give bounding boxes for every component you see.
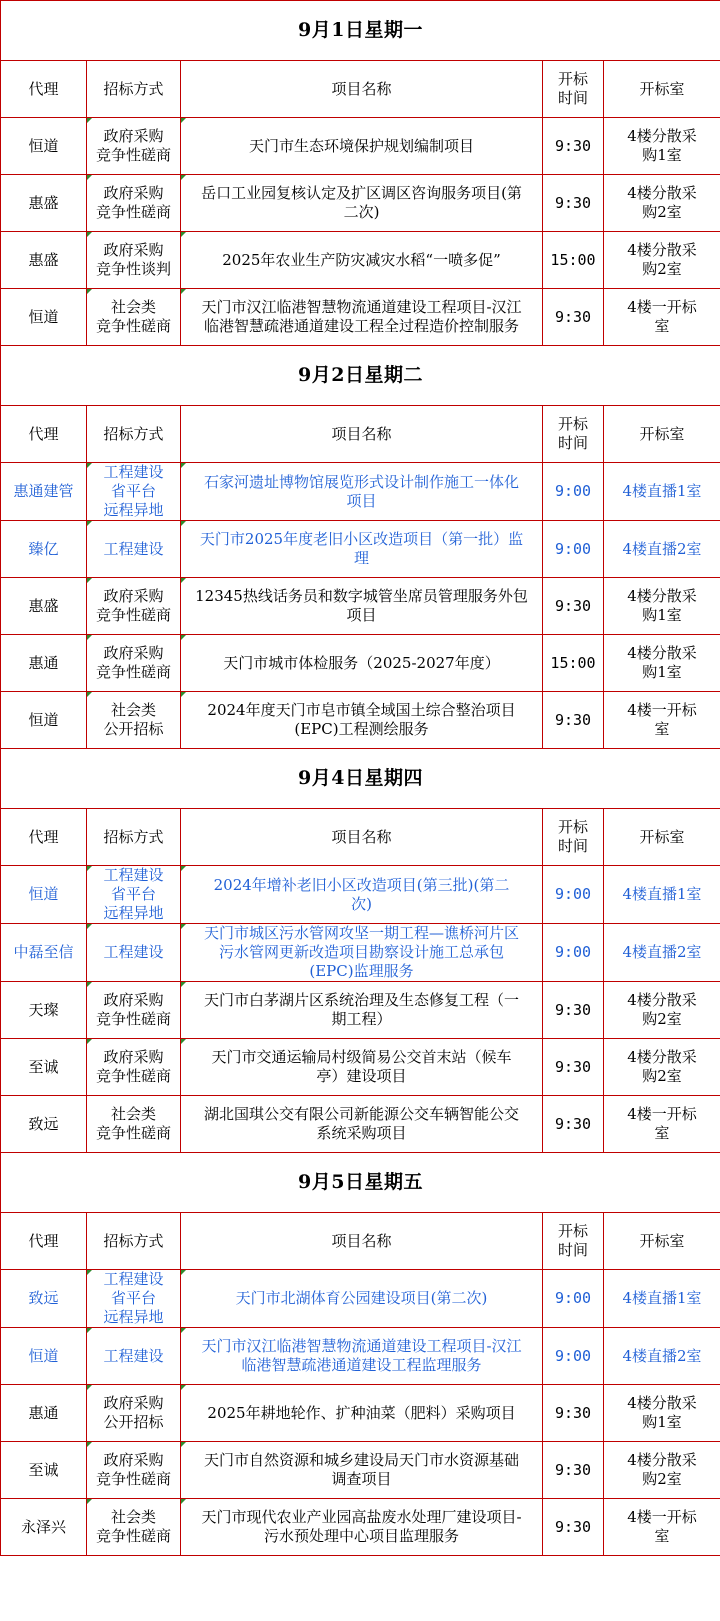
project-text: 岳口工业园复核认定及扩区调区咨询服务项目(第 二次) (201, 184, 522, 221)
column-header-row (1, 406, 720, 463)
day-heading-row (1, 749, 720, 809)
time-text: 15:00 (550, 653, 596, 672)
method-text: 工程建设 (103, 1346, 164, 1365)
cell-method (87, 463, 181, 521)
comment-marker-icon (87, 1328, 92, 1333)
agent-text: 臻亿 (28, 539, 59, 558)
room-text: 4楼分散采 购1室 (627, 587, 697, 624)
project-text: 天门市汉江临港智慧物流通道建设工程项目-汉江 临港智慧疏港通道建设工程全过程造价控制服务 (201, 298, 522, 335)
method-text: 社会类 竞争性磋商 (95, 298, 171, 335)
comment-marker-icon (181, 866, 186, 871)
room-text: 4楼一开标 室 (627, 1508, 697, 1545)
cell-method (87, 692, 181, 749)
time-text: 9:30 (554, 596, 592, 615)
comment-marker-icon (87, 521, 92, 526)
cell-agent (1, 232, 87, 289)
comment-marker-icon (181, 1328, 186, 1333)
agent-text: 惠盛 (28, 193, 59, 212)
project-text: 12345热线话务员和数字城管坐席员管理服务外包 项目 (195, 587, 528, 624)
cell-room (604, 924, 720, 982)
cell-agent (1, 1096, 87, 1153)
table-row (1, 463, 720, 521)
agent-text: 中磊至信 (13, 943, 74, 961)
schedule-body (1, 1, 720, 1556)
cell-method (87, 866, 181, 924)
header-method: 招标方式 (87, 809, 181, 866)
cell-method (87, 289, 181, 346)
agent-text: 恒道 (28, 307, 59, 326)
header-agent: 代理 (1, 406, 87, 463)
cell-method (87, 1385, 181, 1442)
method-text: 工程建设 省平台 远程异地 (103, 463, 164, 519)
cell-time (543, 578, 604, 635)
table-row (1, 1385, 720, 1442)
day-title: 9月2日星期二 (1, 346, 720, 406)
comment-marker-icon (87, 175, 92, 180)
cell-time (543, 982, 604, 1039)
project-text: 2025年耕地轮作、扩种油菜（肥料）采购项目 (207, 1403, 516, 1422)
comment-marker-icon (87, 1499, 92, 1504)
cell-agent (1, 289, 87, 346)
table-row (1, 521, 720, 578)
cell-method (87, 521, 181, 578)
header-room: 开标室 (604, 809, 720, 866)
project-text: 石家河遗址博物馆展览形式设计制作施工一体化 项目 (203, 472, 519, 510)
method-text: 工程建设 (103, 943, 164, 961)
method-text: 政府采购 竞争性磋商 (95, 587, 171, 624)
comment-marker-icon (181, 635, 186, 640)
cell-time (543, 635, 604, 692)
method-text: 社会类 竞争性磋商 (95, 1508, 171, 1545)
cell-room (604, 692, 720, 749)
column-header-row (1, 1213, 720, 1270)
cell-project (181, 521, 543, 578)
room-text: 4楼一开标 室 (627, 701, 697, 738)
method-text: 社会类 公开招标 (103, 701, 164, 738)
cell-project (181, 692, 543, 749)
room-text: 4楼分散采 购1室 (627, 127, 697, 164)
room-text: 4楼直播1室 (622, 482, 702, 500)
cell-method (87, 1328, 181, 1385)
cell-room (604, 175, 720, 232)
cell-room (604, 289, 720, 346)
table-row (1, 289, 720, 346)
cell-method (87, 635, 181, 692)
time-text: 9:30 (554, 193, 592, 212)
cell-time (543, 175, 604, 232)
room-text: 4楼直播1室 (622, 885, 702, 903)
comment-marker-icon (87, 866, 92, 871)
agent-text: 惠通建管 (13, 482, 74, 500)
cell-room (604, 635, 720, 692)
cell-project (181, 1039, 543, 1096)
cell-room (604, 982, 720, 1039)
table-row (1, 1096, 720, 1153)
method-text: 政府采购 公开招标 (103, 1394, 164, 1431)
room-text: 4楼分散采 购2室 (627, 991, 697, 1028)
agent-text: 惠通 (28, 1403, 59, 1422)
table-row (1, 1328, 720, 1385)
method-text: 政府采购 竞争性谈判 (95, 241, 171, 278)
table-row (1, 924, 720, 982)
cell-project (181, 1096, 543, 1153)
comment-marker-icon (181, 1442, 186, 1447)
comment-marker-icon (87, 1385, 92, 1390)
comment-marker-icon (181, 1039, 186, 1044)
time-text: 9:30 (554, 136, 592, 155)
cell-room (604, 118, 720, 175)
method-text: 工程建设 省平台 远程异地 (103, 866, 164, 922)
cell-time (543, 1328, 604, 1385)
header-agent: 代理 (1, 61, 87, 118)
table-row (1, 578, 720, 635)
room-text: 4楼直播2室 (622, 943, 702, 961)
project-text: 天门市2025年度老旧小区改造项目（第一批）监 理 (199, 530, 524, 567)
cell-project (181, 1270, 543, 1328)
header-method: 招标方式 (87, 61, 181, 118)
room-text: 4楼分散采 购1室 (627, 1394, 697, 1431)
method-text: 政府采购 竞争性磋商 (95, 184, 171, 221)
cell-agent (1, 692, 87, 749)
time-text: 9:00 (554, 885, 592, 903)
agent-text: 永泽兴 (20, 1517, 66, 1536)
comment-marker-icon (181, 232, 186, 237)
header-time: 开标 时间 (543, 809, 604, 866)
comment-marker-icon (181, 1385, 186, 1390)
cell-project (181, 118, 543, 175)
cell-agent (1, 118, 87, 175)
cell-method (87, 924, 181, 982)
table-row (1, 118, 720, 175)
cell-method (87, 1096, 181, 1153)
cell-time (543, 118, 604, 175)
comment-marker-icon (87, 692, 92, 697)
cell-project (181, 232, 543, 289)
comment-marker-icon (87, 1442, 92, 1447)
cell-project (181, 982, 543, 1039)
comment-marker-icon (87, 463, 92, 468)
header-time: 开标 时间 (543, 61, 604, 118)
agent-text: 恒道 (28, 885, 59, 903)
cell-project (181, 866, 543, 924)
header-method: 招标方式 (87, 1213, 181, 1270)
room-text: 4楼分散采 购2室 (627, 1451, 697, 1488)
project-text: 天门市交通运输局村级简易公交首末站（候车 亭）建设项目 (211, 1048, 512, 1085)
comment-marker-icon (181, 1499, 186, 1504)
table-row (1, 1039, 720, 1096)
cell-agent (1, 1499, 87, 1556)
cell-agent (1, 175, 87, 232)
room-text: 4楼分散采 购1室 (627, 644, 697, 681)
cell-time (543, 1385, 604, 1442)
column-header-row (1, 61, 720, 118)
room-text: 4楼分散采 购2室 (627, 184, 697, 221)
day-title: 9月1日星期一 (1, 1, 720, 61)
table-row (1, 175, 720, 232)
cell-project (181, 1499, 543, 1556)
method-text: 政府采购 竞争性磋商 (95, 1451, 171, 1488)
comment-marker-icon (87, 982, 92, 987)
cell-method (87, 1039, 181, 1096)
cell-time (543, 1096, 604, 1153)
time-text: 9:30 (554, 1460, 592, 1479)
table-row (1, 1442, 720, 1499)
cell-agent (1, 578, 87, 635)
project-text: 天门市城市体检服务（2025-2027年度） (223, 653, 500, 672)
cell-agent (1, 924, 87, 982)
cell-room (604, 1328, 720, 1385)
agent-text: 恒道 (28, 136, 59, 155)
comment-marker-icon (87, 635, 92, 640)
agent-text: 惠盛 (28, 250, 59, 269)
cell-method (87, 118, 181, 175)
comment-marker-icon (181, 1270, 186, 1275)
room-text: 4楼一开标 室 (627, 298, 697, 335)
project-text: 天门市白茅湖片区系统治理及生态修复工程（一 期工程） (203, 991, 519, 1028)
agent-text: 恒道 (28, 1346, 59, 1365)
time-text: 9:00 (554, 539, 592, 558)
cell-room (604, 578, 720, 635)
project-text: 天门市自然资源和城乡建设局天门市水资源基础 调查项目 (203, 1451, 519, 1488)
cell-room (604, 1039, 720, 1096)
method-text: 政府采购 竞争性磋商 (95, 991, 171, 1028)
cell-room (604, 521, 720, 578)
cell-agent (1, 1039, 87, 1096)
comment-marker-icon (181, 692, 186, 697)
time-text: 9:30 (554, 307, 592, 326)
time-text: 15:00 (550, 250, 596, 269)
room-text: 4楼分散采 购2室 (627, 1048, 697, 1085)
agent-text: 惠盛 (28, 596, 59, 615)
project-text: 天门市汉江临港智慧物流通道建设工程项目-汉江 临港智慧疏港通道建设工程监理服务 (201, 1337, 522, 1374)
agent-text: 致远 (28, 1289, 59, 1307)
cell-time (543, 1442, 604, 1499)
time-text: 9:00 (554, 482, 592, 500)
cell-time (543, 289, 604, 346)
table-row (1, 1499, 720, 1556)
cell-method (87, 1442, 181, 1499)
comment-marker-icon (87, 289, 92, 294)
cell-project (181, 1328, 543, 1385)
cell-project (181, 289, 543, 346)
table-row (1, 692, 720, 749)
project-text: 天门市北湖体育公园建设项目(第二次) (235, 1289, 488, 1307)
room-text: 4楼直播1室 (622, 1289, 702, 1307)
column-header-row (1, 809, 720, 866)
cell-room (604, 463, 720, 521)
cell-agent (1, 1442, 87, 1499)
comment-marker-icon (181, 118, 186, 123)
cell-project (181, 463, 543, 521)
cell-time (543, 232, 604, 289)
time-text: 9:30 (554, 1057, 592, 1076)
header-project: 项目名称 (181, 809, 543, 866)
method-text: 政府采购 竞争性磋商 (95, 644, 171, 681)
day-heading-row (1, 1, 720, 61)
project-text: 天门市生态环境保护规划编制项目 (248, 136, 474, 155)
time-text: 9:00 (554, 943, 592, 961)
cell-method (87, 1499, 181, 1556)
table-row (1, 1270, 720, 1328)
day-title: 9月4日星期四 (1, 749, 720, 809)
cell-room (604, 1096, 720, 1153)
day-title: 9月5日星期五 (1, 1153, 720, 1213)
header-time: 开标 时间 (543, 406, 604, 463)
comment-marker-icon (87, 232, 92, 237)
room-text: 4楼一开标 室 (627, 1105, 697, 1142)
cell-time (543, 1270, 604, 1328)
comment-marker-icon (87, 1039, 92, 1044)
cell-method (87, 175, 181, 232)
project-text: 天门市城区污水管网攻坚一期工程—谯桥河片区 污水管网更新改造项目勘察设计施工总承包 (EPC)监理服务 (203, 924, 519, 980)
header-room: 开标室 (604, 1213, 720, 1270)
day-heading-row (1, 1153, 720, 1213)
cell-time (543, 924, 604, 982)
comment-marker-icon (181, 175, 186, 180)
comment-marker-icon (181, 578, 186, 583)
cell-room (604, 1385, 720, 1442)
agent-text: 惠通 (28, 653, 59, 672)
cell-agent (1, 1385, 87, 1442)
cell-method (87, 578, 181, 635)
time-text: 9:30 (554, 1114, 592, 1133)
cell-time (543, 1039, 604, 1096)
comment-marker-icon (87, 118, 92, 123)
header-agent: 代理 (1, 809, 87, 866)
time-text: 9:00 (554, 1346, 592, 1365)
agent-text: 恒道 (28, 710, 59, 729)
cell-room (604, 866, 720, 924)
method-text: 社会类 竞争性磋商 (95, 1105, 171, 1142)
comment-marker-icon (181, 463, 186, 468)
cell-agent (1, 521, 87, 578)
room-text: 4楼直播2室 (622, 539, 702, 558)
cell-time (543, 866, 604, 924)
comment-marker-icon (181, 982, 186, 987)
time-text: 9:30 (554, 1517, 592, 1536)
time-text: 9:30 (554, 710, 592, 729)
cell-agent (1, 635, 87, 692)
header-project: 项目名称 (181, 61, 543, 118)
method-text: 工程建设 (103, 539, 164, 558)
project-text: 天门市现代农业产业园高盐废水处理厂建设项目- 污水预处理中心项目监理服务 (201, 1508, 522, 1545)
agent-text: 致远 (28, 1114, 59, 1133)
cell-room (604, 232, 720, 289)
table-row (1, 982, 720, 1039)
comment-marker-icon (181, 289, 186, 294)
method-text: 工程建设 省平台 远程异地 (103, 1270, 164, 1326)
header-time: 开标 时间 (543, 1213, 604, 1270)
cell-room (604, 1499, 720, 1556)
cell-time (543, 1499, 604, 1556)
comment-marker-icon (181, 521, 186, 526)
header-room: 开标室 (604, 406, 720, 463)
cell-room (604, 1442, 720, 1499)
project-text: 2025年农业生产防灾减灾水稻“一喷多促” (222, 250, 501, 269)
header-project: 项目名称 (181, 1213, 543, 1270)
day-heading-row (1, 346, 720, 406)
room-text: 4楼分散采 购2室 (627, 241, 697, 278)
table-row (1, 232, 720, 289)
cell-project (181, 924, 543, 982)
cell-time (543, 692, 604, 749)
comment-marker-icon (87, 1270, 92, 1275)
cell-agent (1, 463, 87, 521)
method-text: 政府采购 竞争性磋商 (95, 1048, 171, 1085)
cell-project (181, 175, 543, 232)
room-text: 4楼直播2室 (622, 1346, 702, 1365)
cell-time (543, 521, 604, 578)
header-method: 招标方式 (87, 406, 181, 463)
cell-project (181, 1385, 543, 1442)
time-text: 9:00 (554, 1289, 592, 1307)
agent-text: 天璨 (28, 1000, 59, 1019)
table-row (1, 866, 720, 924)
cell-project (181, 635, 543, 692)
cell-project (181, 578, 543, 635)
cell-room (604, 1270, 720, 1328)
table-row (1, 635, 720, 692)
cell-method (87, 1270, 181, 1328)
cell-agent (1, 982, 87, 1039)
header-project: 项目名称 (181, 406, 543, 463)
cell-time (543, 463, 604, 521)
cell-agent (1, 1328, 87, 1385)
time-text: 9:30 (554, 1403, 592, 1422)
project-text: 2024年度天门市皂市镇全域国土综合整治项目 (EPC)工程测绘服务 (207, 701, 516, 738)
comment-marker-icon (87, 578, 92, 583)
project-text: 湖北国琪公交有限公司新能源公交车辆智能公交 系统采购项目 (203, 1105, 519, 1142)
agent-text: 至诚 (28, 1460, 59, 1479)
agent-text: 至诚 (28, 1057, 59, 1076)
cell-method (87, 232, 181, 289)
method-text: 政府采购 竞争性磋商 (95, 127, 171, 164)
header-room: 开标室 (604, 61, 720, 118)
cell-project (181, 1442, 543, 1499)
comment-marker-icon (87, 924, 92, 929)
cell-agent (1, 866, 87, 924)
header-agent: 代理 (1, 1213, 87, 1270)
cell-agent (1, 1270, 87, 1328)
comment-marker-icon (181, 924, 186, 929)
project-text: 2024年增补老旧小区改造项目(第三批)(第二 次) (213, 875, 510, 913)
time-text: 9:30 (554, 1000, 592, 1019)
cell-method (87, 982, 181, 1039)
